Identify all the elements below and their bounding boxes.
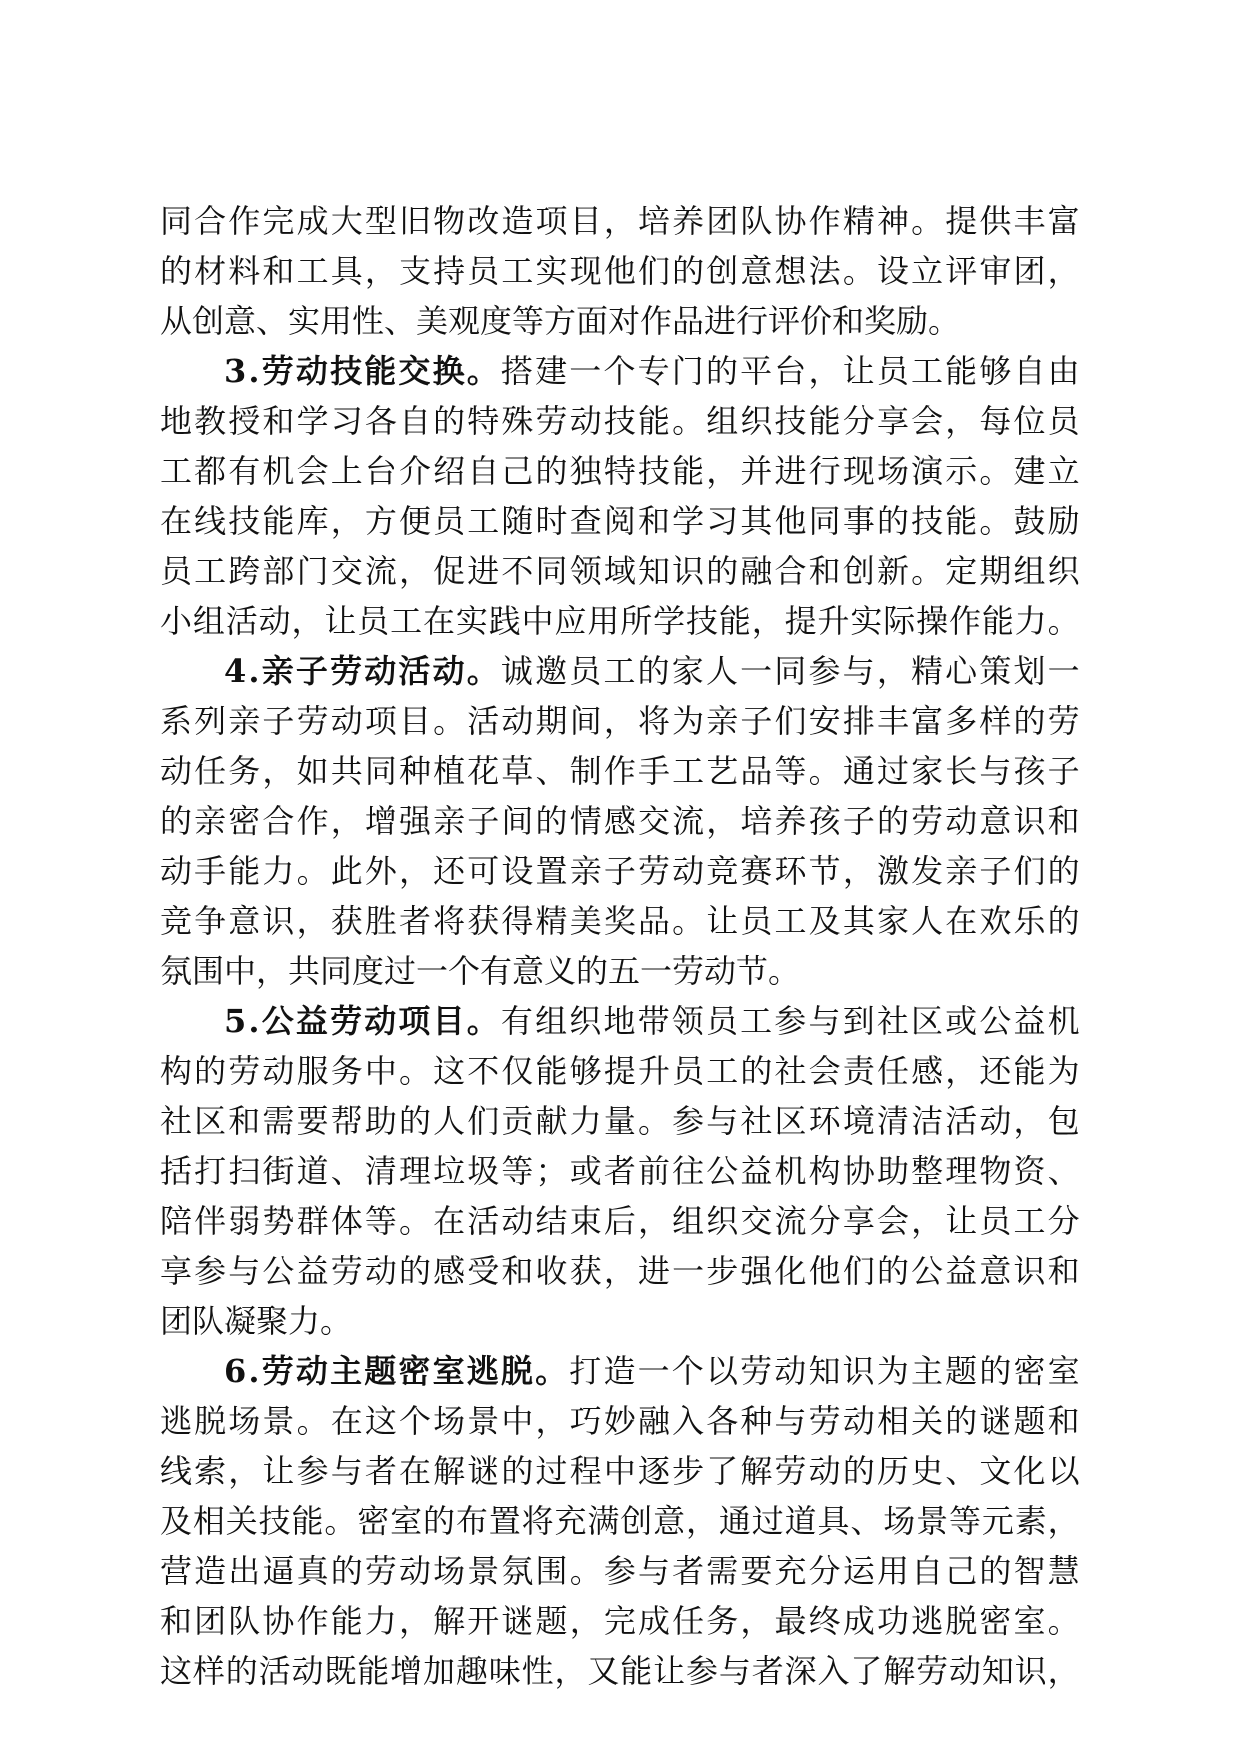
text-line: 4 . 亲 子 劳 动 活 动 。 诚 邀 员 工 的 家 人 一 同 参 与 ， 精 心 策 划 一 xyxy=(224,652,1080,690)
text-line: 括 打 扫 街 道 、 清 理 垃 圾 等 ； 或 者 前 往 公 益 机 构 协 助 整 理 物 资 、 xyxy=(160,1152,1080,1190)
text-line: 的 材 料 和 工 具 ， 支 持 员 工 实 现 他 们 的 创 意 想 法 。 设 立 评 审 团 ， xyxy=(160,252,1080,290)
text-line: 陪 伴 弱 势 群 体 等 。 在 活 动 结 束 后 ， 组 织 交 流 分 享 会 ， 让 员 工 分 xyxy=(160,1202,1080,1240)
text-line: 和 团 队 协 作 能 力 ， 解 开 谜 题 ， 完 成 任 务 ， 最 终 成 功 逃 脱 密 室 。 xyxy=(160,1602,1080,1640)
text-line: 6 . 劳 动 主 题 密 室 逃 脱 。 打 造 一 个 以 劳 动 知 识 为 主 题 的 密 室 xyxy=(224,1352,1080,1390)
text-line: 竞 争 意 识 ， 获 胜 者 将 获 得 精 美 奖 品 。 让 员 工 及 其 家 人 在 欢 乐 的 xyxy=(160,902,1080,940)
text-line: 营 造 出 逼 真 的 劳 动 场 景 氛 围 。 参 与 者 需 要 充 分 运 用 自 己 的 智 慧 xyxy=(160,1552,1080,1590)
text-line: 动 任 务 ， 如 共 同 种 植 花 草 、 制 作 手 工 艺 品 等 。 通 过 家 长 与 孩 子 xyxy=(160,752,1080,790)
text-line: 构 的 劳 动 服 务 中 。 这 不 仅 能 够 提 升 员 工 的 社 会 责 任 感 ， 还 能 为 xyxy=(160,1052,1080,1090)
paragraph-escape-room xyxy=(160,1346,1080,1696)
text-line: 及 相 关 技 能 。 密 室 的 布 置 将 充 满 创 意 ， 通 过 道 具 、 场 景 等 元 素 ， xyxy=(160,1502,1080,1540)
text-line: 社 区 和 需 要 帮 助 的 人 们 贡 献 力 量 。 参 与 社 区 环 境 清 洁 活 动 ， 包 xyxy=(160,1102,1080,1140)
text-line: 氛围中，共同度过一个有意义的五一劳动节。 xyxy=(160,952,801,990)
text-line: 的 亲 密 合 作 ， 增 强 亲 子 间 的 情 感 交 流 ， 培 养 孩 子 的 劳 动 意 识 和 xyxy=(160,802,1080,840)
text-line: 系 列 亲 子 劳 动 项 目 。 活 动 期 间 ， 将 为 亲 子 们 安 排 丰 富 多 样 的 劳 xyxy=(160,702,1080,740)
text-line: 享 参 与 公 益 劳 动 的 感 受 和 收 获 ， 进 一 步 强 化 他 们 的 公 益 意 识 和 xyxy=(160,1252,1080,1290)
text-line: 动 手 能 力 。 此 外 ， 还 可 设 置 亲 子 劳 动 竞 赛 环 节 ， 激 发 亲 子 们 的 xyxy=(160,852,1080,890)
text-line: 逃 脱 场 景 。 在 这 个 场 景 中 ， 巧 妙 融 入 各 种 与 劳 动 相 关 的 谜 题 和 xyxy=(160,1402,1080,1440)
text-line: 工 都 有 机 会 上 台 介 绍 自 己 的 独 特 技 能 ， 并 进 行 现 场 演 示 。 建 立 xyxy=(160,452,1080,490)
paragraph-continuation xyxy=(160,196,1080,346)
paragraph-skill-exchange xyxy=(160,346,1080,646)
document-page xyxy=(160,196,1080,1696)
paragraph-family-activity xyxy=(160,646,1080,996)
text-line: 地 教 授 和 学 习 各 自 的 特 殊 劳 动 技 能 。 组 织 技 能 分 享 会 ， 每 位 员 xyxy=(160,402,1080,440)
paragraph-public-welfare xyxy=(160,996,1080,1346)
text-line: 3 . 劳 动 技 能 交 换 。 搭 建 一 个 专 门 的 平 台 ， 让 员 工 能 够 自 由 xyxy=(224,352,1080,390)
text-line: 这 样 的 活 动 既 能 增 加 趣 味 性 ， 又 能 让 参 与 者 深 入 了 解 劳 动 知 识 ， xyxy=(160,1652,1080,1690)
text-line: 小 组 活 动 ， 让 员 工 在 实 践 中 应 用 所 学 技 能 ， 提 升 实 际 操 作 能 力 。 xyxy=(160,602,1080,640)
text-line: 员 工 跨 部 门 交 流 ， 促 进 不 同 领 域 知 识 的 融 合 和 创 新 。 定 期 组 织 xyxy=(160,552,1080,590)
text-line: 同 合 作 完 成 大 型 旧 物 改 造 项 目 ， 培 养 团 队 协 作 精 神 。 提 供 丰 富 xyxy=(160,202,1080,240)
text-line: 团队凝聚力。 xyxy=(160,1302,353,1340)
text-line: 从创意、实用性、美观度等方面对作品进行评价和奖励。 xyxy=(160,302,961,340)
text-line: 在 线 技 能 库 ， 方 便 员 工 随 时 查 阅 和 学 习 其 他 同 事 的 技 能 。 鼓 励 xyxy=(160,502,1080,540)
text-line: 线 索 ， 让 参 与 者 在 解 谜 的 过 程 中 逐 步 了 解 劳 动 的 历 史 、 文 化 以 xyxy=(160,1452,1080,1490)
text-line: 5 . 公 益 劳 动 项 目 。 有 组 织 地 带 领 员 工 参 与 到 社 区 或 公 益 机 xyxy=(224,1002,1080,1040)
